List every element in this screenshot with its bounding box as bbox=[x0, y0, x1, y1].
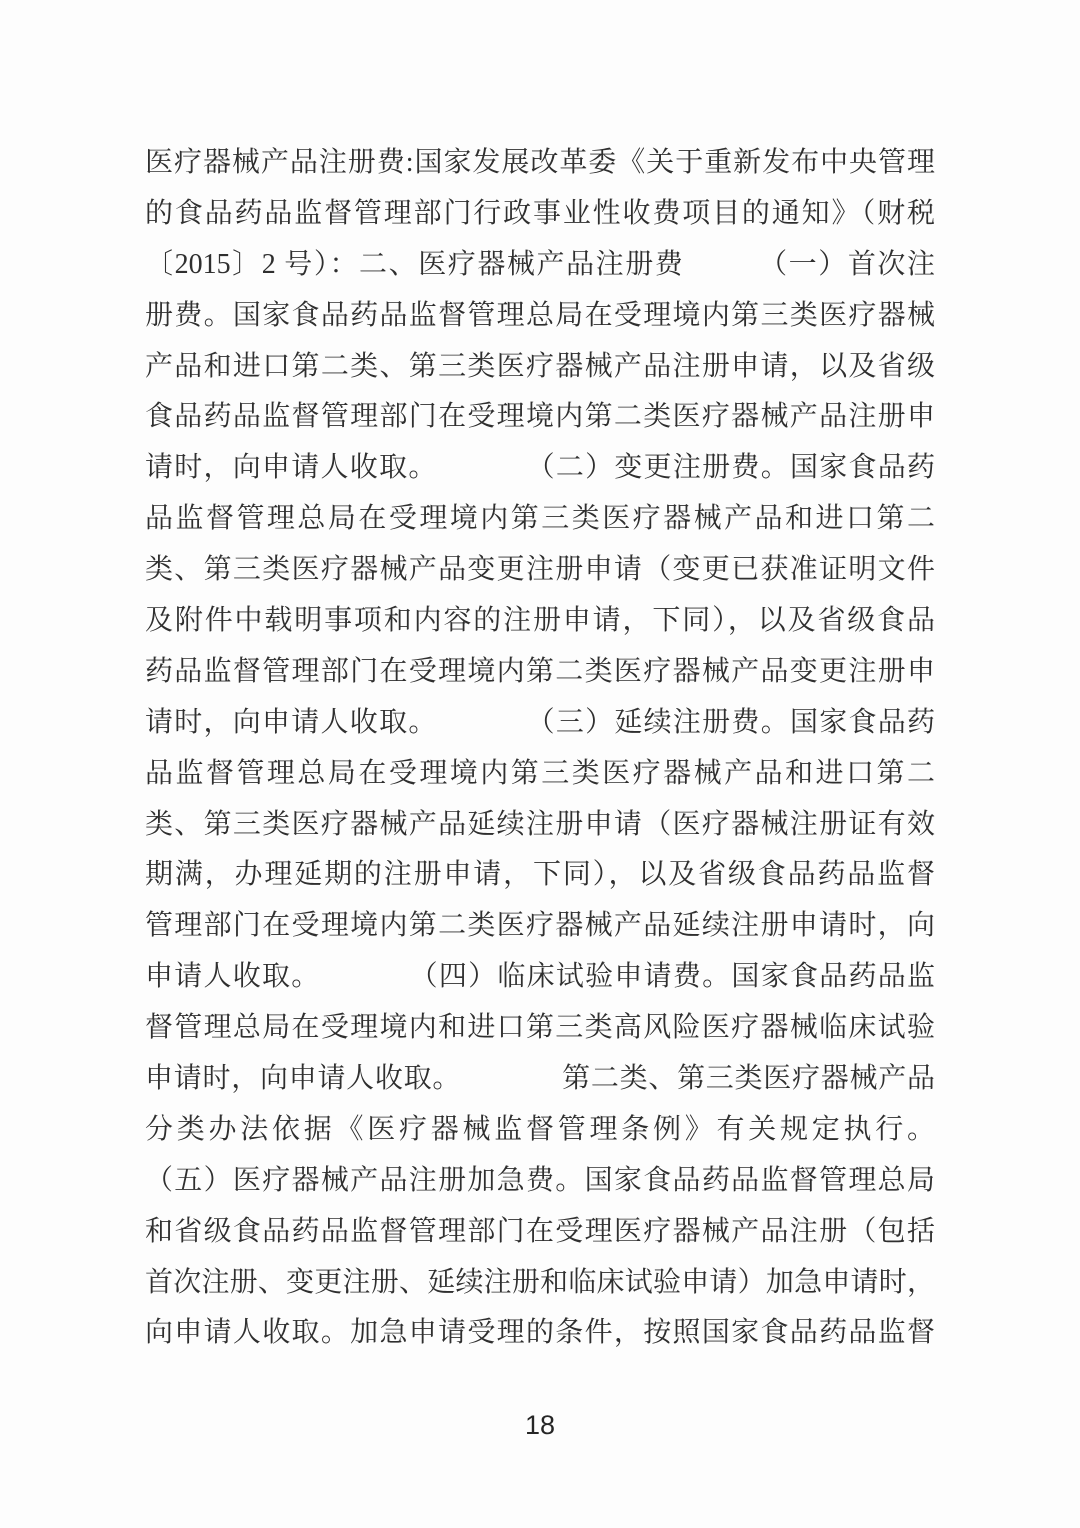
body-text bbox=[145, 138, 935, 1359]
text-line: （五）医疗器械产品注册加急费。国家食品药品监督管理总局 bbox=[145, 1164, 935, 1196]
text-line: 向申请人收取。加急申请受理的条件，按照国家食品药品监督 bbox=[145, 1317, 935, 1349]
text-line: 产品和进口第二类、第三类医疗器械产品注册申请，以及省级 bbox=[145, 350, 935, 382]
page-number: 18 bbox=[524, 1410, 556, 1440]
text-line: 和省级食品药品监督管理部门在受理医疗器械产品注册（包括 bbox=[145, 1215, 935, 1247]
text-line: 医疗器械产品注册费:国家发展改革委《关于重新发布中央管理 bbox=[145, 147, 935, 178]
text-line: 类、第三类医疗器械产品变更注册申请（变更已获准证明文件 bbox=[145, 554, 935, 586]
text-line: 品监督管理总局在受理境内第三类医疗器械产品和进口第二 bbox=[145, 757, 935, 789]
text-line: 药品监督管理部门在受理境内第二类医疗器械产品变更注册申 bbox=[145, 655, 935, 687]
text-line: 食品药品监督管理部门在受理境内第二类医疗器械产品注册申 bbox=[145, 401, 935, 433]
text-line: 期满，办理延期的注册申请，下同），以及省级食品药品监督 bbox=[145, 859, 935, 891]
text-line: 及附件中载明事项和内容的注册申请，下同），以及省级食品 bbox=[145, 605, 935, 637]
text-line: 督管理总局在受理境内和进口第三类高风险医疗器械临床试验 bbox=[145, 1012, 935, 1044]
text-line: 首次注册、变更注册、延续注册和临床试验申请）加急申请时， bbox=[145, 1266, 935, 1298]
text-line: 申请时，向申请人收取。 第二类、第三类医疗器械产品 bbox=[145, 1063, 935, 1095]
text-line: 分类办法依据《医疗器械监督管理条例》有关规定执行。 bbox=[145, 1113, 935, 1145]
text-line: 申请人收取。 （四）临床试验申请费。国家食品药品监 bbox=[145, 961, 935, 993]
text-line: 的食品药品监督管理部门行政事业性收费项目的通知》（财税 bbox=[145, 197, 935, 229]
text-line: 品监督管理总局在受理境内第三类医疗器械产品和进口第二 bbox=[145, 503, 935, 535]
text-line: 册费。国家食品药品监督管理总局在受理境内第三类医疗器械 bbox=[145, 299, 935, 331]
text-line: 请时，向申请人收取。 （二）变更注册费。国家食品药 bbox=[145, 452, 935, 484]
text-line: 类、第三类医疗器械产品延续注册申请（医疗器械注册证有效 bbox=[145, 808, 935, 840]
text-line: 请时，向申请人收取。 （三）延续注册费。国家食品药 bbox=[145, 706, 935, 738]
text-line: 管理部门在受理境内第二类医疗器械产品延续注册申请时，向 bbox=[145, 910, 935, 942]
text-line: 〔2015〕2 号）：二、医疗器械产品注册费 （一）首次注 bbox=[145, 248, 935, 280]
